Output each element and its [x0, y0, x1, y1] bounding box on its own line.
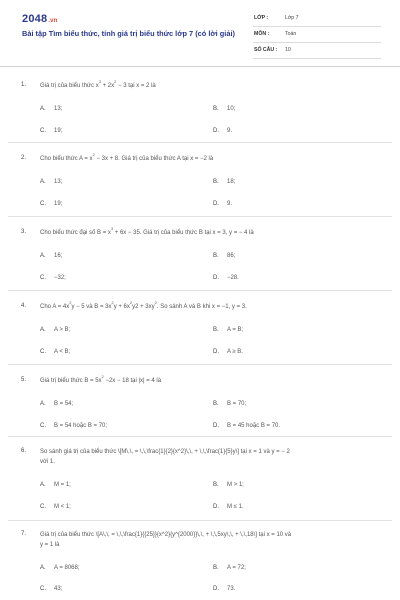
option-c[interactable] [40, 128, 62, 134]
meta-value-question-count: 10 [285, 47, 291, 53]
option-letter: B. [213, 327, 219, 333]
option-letter: A. [40, 565, 46, 571]
option-letter: D. [213, 349, 219, 355]
option-c[interactable] [40, 423, 107, 429]
option-text: 18; [227, 179, 236, 185]
option-text: M < 1; [54, 504, 71, 510]
option-text: 16; [54, 253, 63, 259]
option-letter: D. [213, 504, 219, 510]
question-number: 4. [21, 303, 27, 309]
option-letter: C. [40, 128, 46, 134]
option-letter: C. [40, 504, 46, 510]
option-text: 43; [54, 586, 63, 592]
option-text: B = 54 hoặc B = 70; [54, 423, 108, 429]
question-text: Giá trị biểu thức $B = 5x^2 -2x - 18$ tại |x| = 4 là [40, 374, 162, 384]
option-text: −32; [54, 275, 66, 281]
question-number: 6. [21, 448, 27, 454]
option-b[interactable] [213, 327, 243, 333]
option-letter: A. [40, 401, 46, 407]
option-letter: C. [40, 423, 46, 429]
option-c[interactable] [40, 275, 66, 281]
option-letter: B. [213, 401, 219, 407]
option-text: 13; [54, 179, 63, 185]
option-letter: D. [213, 201, 219, 207]
option-text: 13; [54, 106, 63, 112]
option-d[interactable] [213, 275, 239, 281]
option-text: 19; [54, 201, 63, 207]
meta-row-class [253, 13, 381, 27]
question-text [40, 531, 380, 550]
option-letter: B. [213, 565, 219, 571]
question-text: Cho biểu thức đại số $B = x^3 + 6x - 35$. Giá trị của biểu thức B tại x = 3, y = − 4 là [40, 226, 254, 236]
option-text: M > 1; [227, 482, 244, 488]
option-c[interactable] [40, 201, 62, 207]
option-c[interactable] [40, 586, 62, 592]
option-c[interactable] [40, 504, 71, 510]
question-number: 2. [21, 155, 27, 161]
option-letter: A. [40, 179, 46, 185]
question-divider [8, 290, 392, 291]
option-c[interactable] [40, 349, 70, 355]
logo-text: 2048 [22, 13, 48, 25]
question-divider [8, 364, 392, 365]
worksheet-meta [253, 13, 381, 61]
option-letter: A. [40, 106, 46, 112]
option-a[interactable] [40, 401, 73, 407]
question-number: 7. [21, 531, 27, 537]
option-text: 10; [227, 106, 236, 112]
option-letter: D. [213, 275, 219, 281]
option-letter: A. [40, 327, 46, 333]
option-text: B = 54; [54, 401, 74, 407]
header-divider [0, 66, 400, 67]
question-divider [8, 142, 392, 143]
option-text: 19; [54, 128, 63, 134]
option-a[interactable] [40, 565, 80, 571]
meta-row-subject [253, 29, 381, 43]
option-text: 86; [227, 253, 236, 259]
option-d[interactable] [213, 349, 243, 355]
meta-value-subject: Toán [285, 31, 297, 37]
question-divider [8, 216, 392, 217]
option-b[interactable] [213, 253, 235, 259]
option-text: M ≤ 1. [227, 504, 244, 510]
option-letter: C. [40, 275, 46, 281]
worksheet-header [0, 0, 400, 64]
meta-row-question-count [253, 45, 381, 59]
logo-suffix: .vn [48, 18, 58, 24]
option-d[interactable] [213, 201, 232, 207]
option-a[interactable] [40, 327, 70, 333]
meta-label-class: LỚP : [254, 15, 269, 21]
question-number: 1. [21, 82, 27, 88]
option-text: A > B; [54, 327, 71, 333]
option-text: 73. [227, 586, 236, 592]
option-b[interactable] [213, 179, 235, 185]
option-b[interactable] [213, 401, 246, 407]
option-a[interactable] [40, 179, 62, 185]
option-letter: B. [213, 106, 219, 112]
option-a[interactable] [40, 106, 62, 112]
option-d[interactable] [213, 423, 280, 429]
worksheet-title: Bài tập Tìm biểu thức, tính giá trị biểu thức lớp 7 (có lời giải) [22, 29, 235, 38]
option-letter: A. [40, 482, 46, 488]
option-d[interactable] [213, 504, 244, 510]
option-b[interactable] [213, 565, 246, 571]
question-number: 5. [21, 377, 27, 383]
option-letter: D. [213, 128, 219, 134]
option-d[interactable] [213, 128, 232, 134]
question-number: 3. [21, 229, 27, 235]
question-text [40, 448, 380, 467]
option-text: A = 72; [227, 565, 246, 571]
question-text-line-1: Giá trị của biểu thức \[A\,\, = \,\,\frac{1}{{25}}{x^2}{y^{2000}}\,\, + \,\,5xy\,\, + \,\,18\] tại x = 10 và [40, 532, 292, 538]
option-letter: C. [40, 586, 46, 592]
question-text-line-2: với 1. [40, 458, 55, 465]
option-text: B = 70; [227, 401, 247, 407]
site-logo[interactable] [22, 13, 58, 25]
question-divider [8, 520, 392, 521]
option-text: −28. [227, 275, 239, 281]
option-text: A < B; [54, 349, 71, 355]
question-text-line-1: So sánh giá trị của biểu thức \[M\,\, = \,\,\frac{1}{2}{x^2}\,\, + \,\,\frac{1}{5}y\] tại x = 1 và y = − 2 [40, 449, 290, 455]
option-letter: B. [213, 179, 219, 185]
option-text: 9. [227, 201, 233, 207]
question-text-line-2: y = 1 là [40, 541, 60, 548]
option-letter: B. [213, 253, 219, 259]
option-b[interactable] [213, 482, 244, 488]
option-letter: A. [40, 253, 46, 259]
option-letter: C. [40, 349, 46, 355]
option-b[interactable] [213, 106, 235, 112]
option-text: A = 8068; [54, 565, 80, 571]
option-letter: C. [40, 201, 46, 207]
question-text: Giá trị của biểu thức $x^3 + 2x^2 - 3$ tại x = 2 là [40, 79, 156, 89]
option-letter: D. [213, 586, 219, 592]
option-text: 9. [227, 128, 233, 134]
question-text: Cho $A = 4x^2y - 5$ và $B = 3x^2y + 6x^2y2 + 3xy^2$. So sánh A và B khi x = −1, y = 3. [40, 300, 247, 310]
option-letter: B. [213, 482, 219, 488]
option-a[interactable] [40, 482, 71, 488]
option-letter: D. [213, 423, 219, 429]
option-text: B = 45 hoặc B = 70. [227, 423, 281, 429]
question-divider [8, 436, 392, 437]
option-d[interactable] [213, 586, 235, 592]
option-a[interactable] [40, 253, 62, 259]
meta-label-question-count: SỐ CÂU : [254, 47, 278, 53]
question-text: Cho biểu thức $A = x^2 - 3x + 8$. Giá trị của biểu thức A tại x = −2 là [40, 152, 214, 162]
meta-value-class: Lớp 7 [285, 15, 299, 21]
option-text: A ≥ B. [227, 349, 243, 355]
meta-label-subject: MÔN : [254, 31, 270, 37]
option-text: M = 1; [54, 482, 71, 488]
option-text: A = B; [227, 327, 244, 333]
